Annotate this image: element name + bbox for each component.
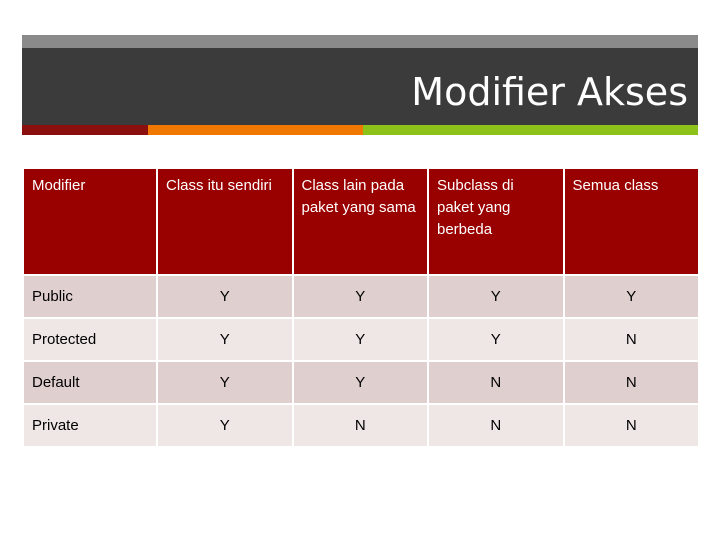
table-cell: N: [564, 361, 700, 404]
table-cell: Y: [157, 275, 293, 318]
accent-stripe-red: [22, 125, 148, 135]
table-cell: Y: [157, 318, 293, 361]
table-row: [23, 275, 699, 318]
header-same-package: Class lain pada paket yang sama: [293, 168, 429, 275]
row-modifier-name: Default: [23, 361, 157, 404]
title-bar: [22, 35, 698, 125]
table-cell: Y: [293, 318, 429, 361]
table-row: [23, 318, 699, 361]
table-row: [23, 361, 699, 404]
header-subclass-other-package: Subclass di paket yang berbeda: [428, 168, 564, 275]
access-modifier-table: [22, 167, 700, 448]
header-class-itself: Class itu sendiri: [157, 168, 293, 275]
table-cell: Y: [428, 275, 564, 318]
table-cell: Y: [428, 318, 564, 361]
header-modifier: Modifier: [23, 168, 157, 275]
table-cell: Y: [157, 404, 293, 447]
header-all-classes: Semua class: [564, 168, 700, 275]
table-cell: Y: [293, 361, 429, 404]
table-cell: Y: [564, 275, 700, 318]
table-cell: Y: [293, 275, 429, 318]
row-modifier-name: Public: [23, 275, 157, 318]
accent-stripe-orange: [148, 125, 363, 135]
table-cell: N: [564, 404, 700, 447]
row-modifier-name: Protected: [23, 318, 157, 361]
table-cell: Y: [157, 361, 293, 404]
accent-stripe-green: [363, 125, 698, 135]
slide-title: Modifier Akses: [411, 70, 688, 114]
table-header-row: [23, 168, 699, 275]
table-cell: N: [293, 404, 429, 447]
table-cell: N: [428, 404, 564, 447]
table-cell: N: [428, 361, 564, 404]
row-modifier-name: Private: [23, 404, 157, 447]
table-cell: N: [564, 318, 700, 361]
table-row: [23, 404, 699, 447]
